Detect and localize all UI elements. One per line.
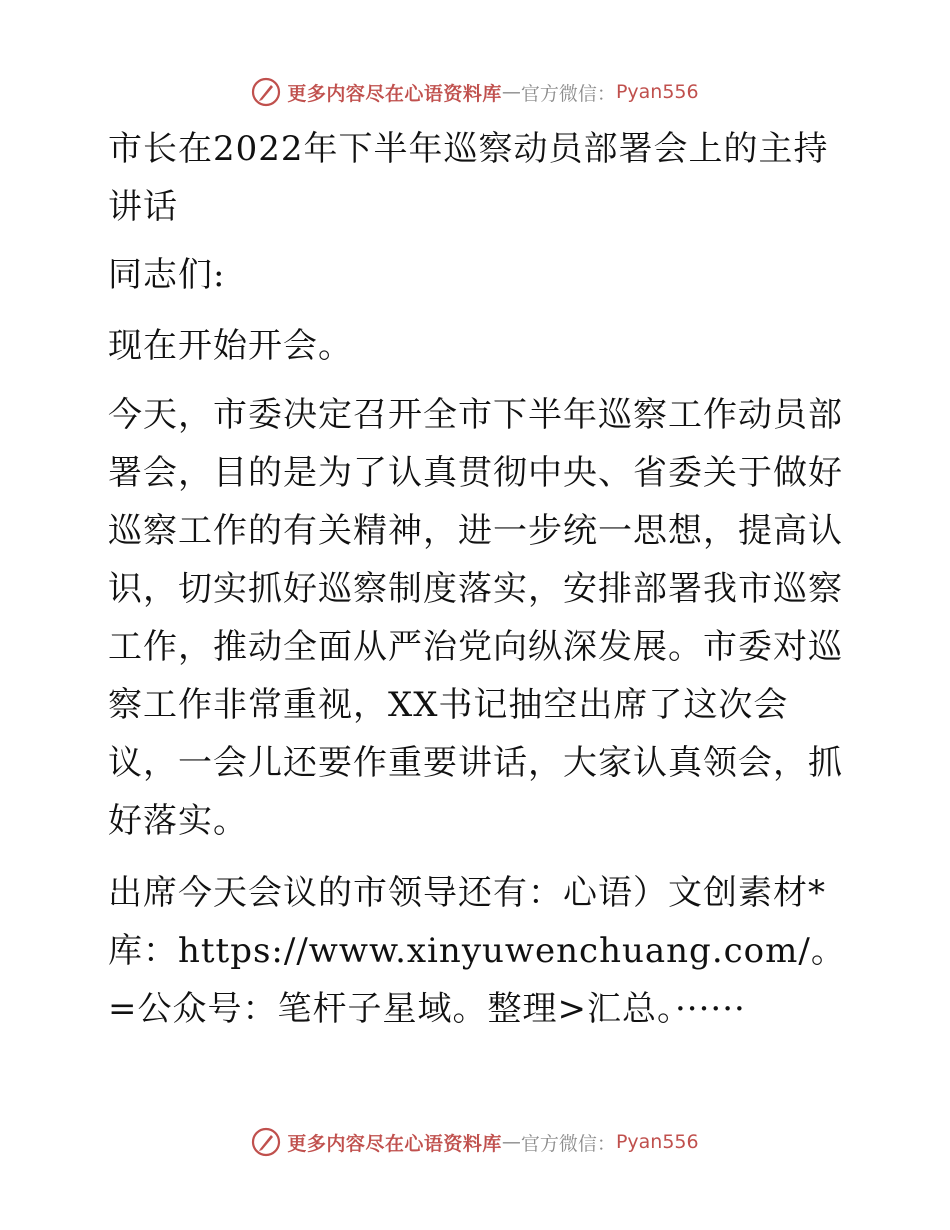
paragraph-2: 出席今天会议的市领导还有：心语）文创素材*库：https://www.xinyuwenchuang.com/。=公众号：笔杆子星域。整理>汇总。······ (108, 873, 846, 1029)
watermark-main-text: 更多内容尽在心语资料库 (287, 82, 502, 105)
header-watermark (0, 72, 950, 112)
paragraph-1: 今天，市委决定召开全市下半年巡察工作动员部署会，目的是为了认真贯彻中央、省委关于做好巡察工作的有关精神，进一步统一思想，提高认识，切实抓好巡察制度落实，安排部署我市巡察工作，推动全面从严治党向纵深发展。市委对巡察工作非常重视，XX书记抽空出席了这次会议，一会儿还要作重要讲话，大家认真领会，抓好落实。 (108, 395, 843, 841)
opening-text: 现在开始开会。 (108, 326, 353, 366)
document-title: 市长在2022年下半年巡察动员部署会上的主持讲话 (108, 129, 829, 227)
quill-logo-icon (251, 77, 281, 107)
greeting-text: 同志们: (108, 255, 226, 295)
watermark-label: 官方微信： (520, 1132, 616, 1155)
quill-logo-icon (251, 1127, 281, 1157)
document-body (98, 120, 858, 1052)
watermark-main-text: 更多内容尽在心语资料库 (287, 1132, 502, 1155)
watermark-separator: — (501, 1131, 521, 1153)
watermark-wechat-id: Pyan556 (615, 81, 699, 103)
watermark-wechat-id: Pyan556 (615, 1131, 699, 1153)
watermark-label: 官方微信： (520, 82, 616, 105)
footer-watermark (0, 1122, 950, 1162)
watermark-separator: — (501, 81, 521, 103)
